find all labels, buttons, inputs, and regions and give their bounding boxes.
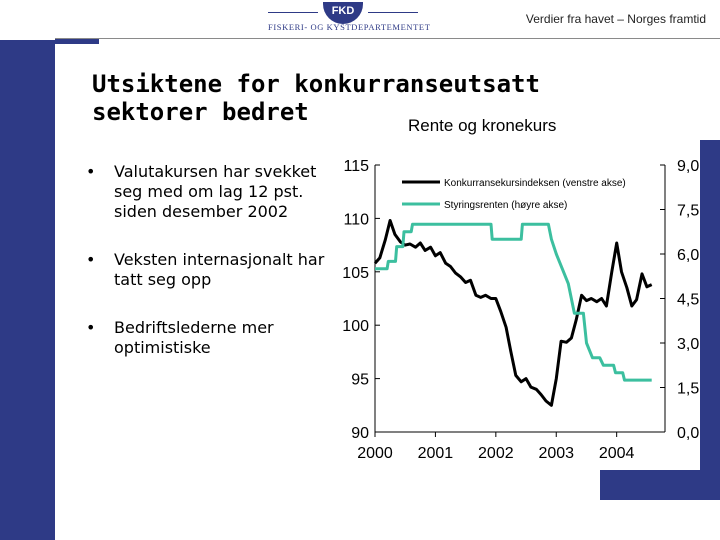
chart-lines <box>375 221 652 406</box>
x-tick-label: 2000 <box>357 445 393 462</box>
y-right-tick-label: 9,0 <box>677 158 700 175</box>
legend-label-1: Konkurransekursindeksen (venstre akse) <box>444 178 626 189</box>
left-band-notch <box>0 0 55 40</box>
y-left-tick-label: 105 <box>342 264 369 282</box>
bullet-item <box>86 250 326 290</box>
bullet-item <box>86 162 326 222</box>
slide-title-line1: Utsiktene for konkurranseutsatt <box>92 70 540 98</box>
line-chart <box>330 140 700 470</box>
left-accent-band <box>0 0 55 540</box>
logo-text: FISKERI- OG KYSTDEPARTEMENTET <box>268 22 431 32</box>
header-divider <box>55 38 720 39</box>
bullet-text: Valutakursen har svekket seg med om lag 12 pst. siden desember 2002 <box>114 162 317 221</box>
series-line-1 <box>375 221 652 406</box>
y-right-tick-label: 4,5 <box>677 291 700 309</box>
chart-container <box>330 140 700 470</box>
y-left-tick-label: 110 <box>343 211 369 229</box>
y-right-tick-label: 3,0 <box>677 336 700 353</box>
y-right-tick-label: 6,0 <box>677 247 700 264</box>
y-left-tick-label: 90 <box>351 425 369 442</box>
bullet-dot-icon: • <box>86 162 96 181</box>
x-tick-label: 2001 <box>417 445 454 462</box>
y-left-tick-label: 100 <box>342 318 369 336</box>
header-title: Verdier fra havet – Norges framtid <box>525 12 706 26</box>
bullet-text: Veksten internasjonalt har tatt seg opp <box>114 250 325 289</box>
logo-rule-right <box>368 12 418 13</box>
logo-rule-left <box>268 12 318 13</box>
slide-title-line2: sektorer bedret <box>92 98 309 126</box>
bullet-item <box>86 318 326 358</box>
y-right-tick-label: 7,5 <box>677 202 700 220</box>
x-tick-label: 2003 <box>538 445 575 462</box>
fkd-logo <box>268 2 431 36</box>
legend-label-2: Styringsrenten (høyre akse) <box>444 200 568 211</box>
y-right-tick-label: 0,0 <box>677 425 700 442</box>
bullet-dot-icon: • <box>86 318 96 337</box>
y-right-tick-label: 1,5 <box>677 380 700 398</box>
bullet-text: Bedriftslederne mer optimistiske <box>114 318 274 357</box>
chart-legend <box>402 178 626 211</box>
logo-badge: FKD <box>323 2 363 24</box>
y-left-tick-label: 95 <box>351 371 369 389</box>
x-tick-label: 2002 <box>478 445 514 462</box>
bullet-list <box>86 162 326 386</box>
bullet-dot-icon: • <box>86 250 96 269</box>
x-tick-label: 2004 <box>598 445 635 462</box>
y-left-tick-label: 115 <box>343 158 369 175</box>
chart-subtitle: Rente og kronekurs <box>408 116 557 135</box>
